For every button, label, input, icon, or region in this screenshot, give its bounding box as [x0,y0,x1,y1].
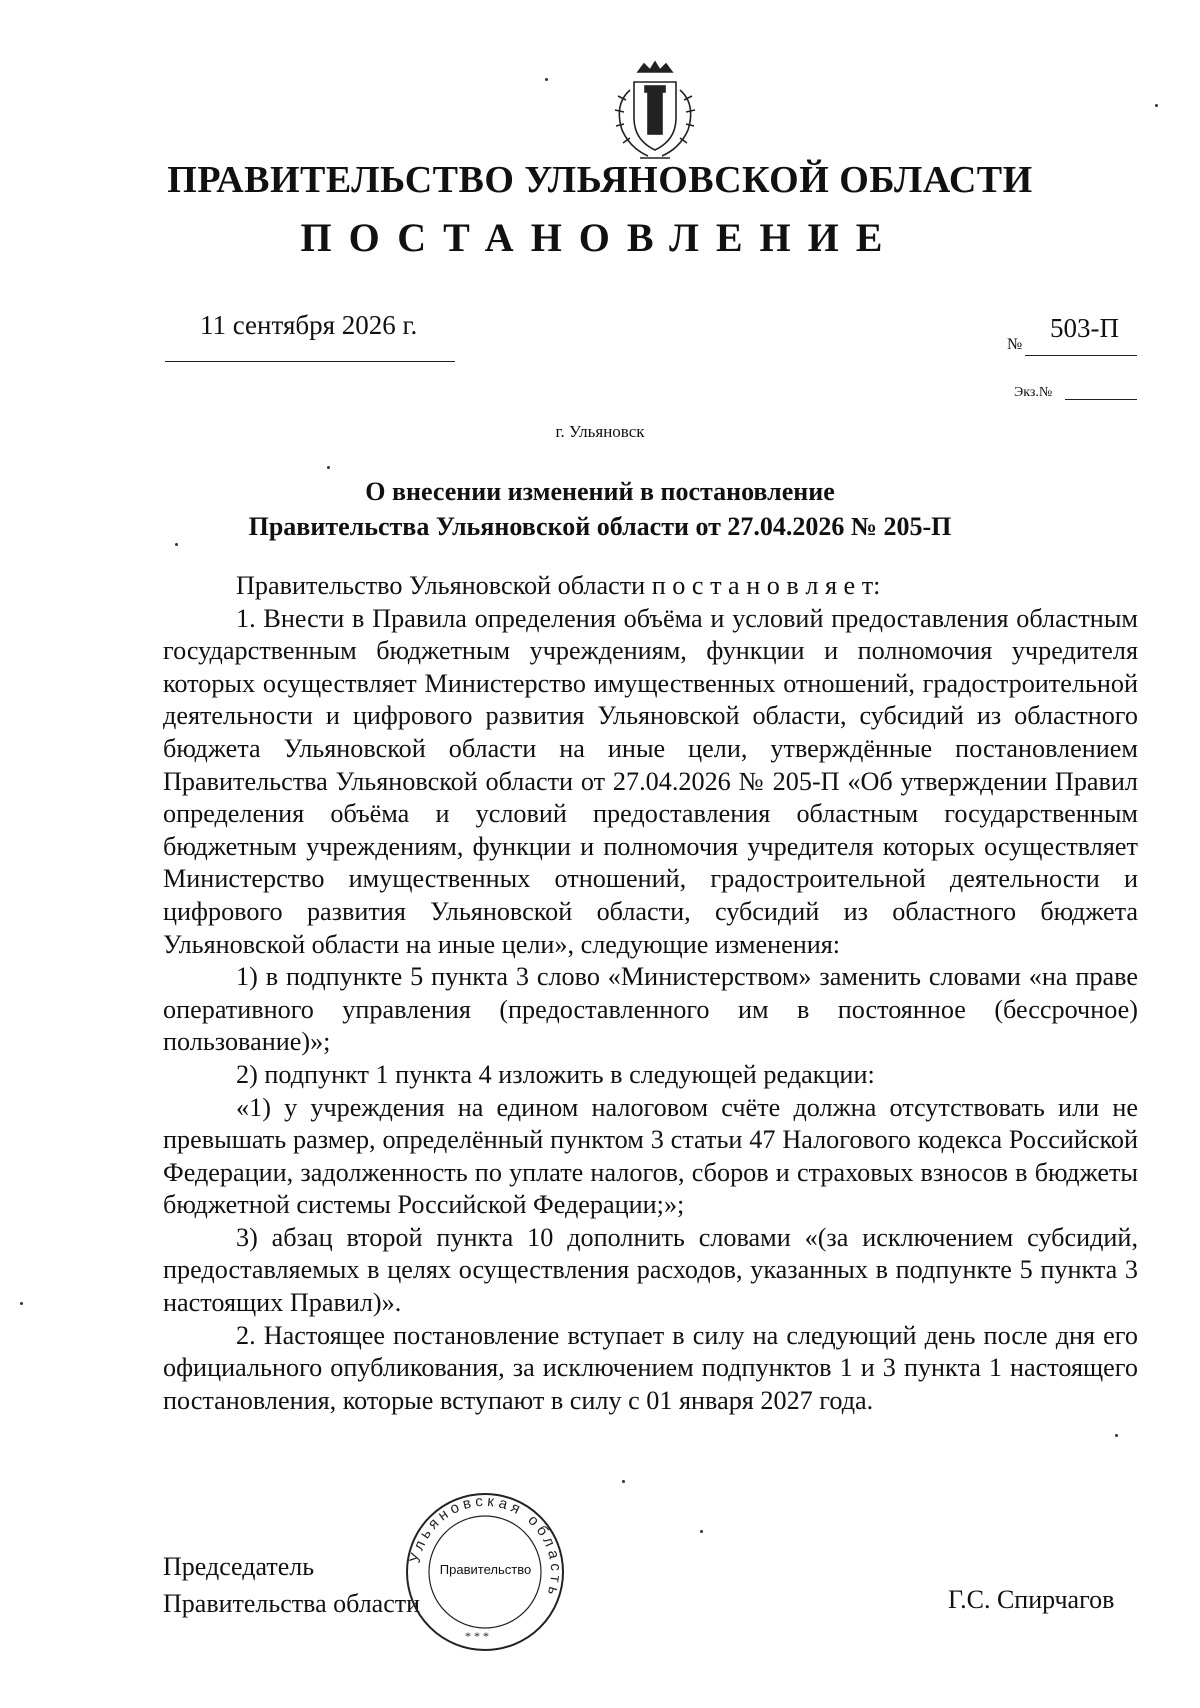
scan-speck [700,1530,703,1533]
body-paragraph: 2. Настоящее постановление вступает в силу на следующий день после дня его официального опубликования, за исключением подпунктов 1 и 3 пункта 1 настоящего постановления, которые вступают в силу с 01 января 2027 года. [163,1320,1138,1415]
body-paragraph: «1) у учреждения на едином налоговом счёте должна отсутствовать или не превышать размер, определённый пунктом 3 статьи 47 Налогового кодекса Российской Федерации, задолженность по уплате налогов, сборов и страховых взносов в бюджеты бюджетной системы Российской Федерации;»; [163,1092,1138,1220]
scan-speck [20,1302,23,1305]
svg-text:* * *: * * * [465,1629,489,1643]
body-paragraph: Правительство Ульяновской области п о с т а н о в л я е т: [236,571,881,600]
body-paragraph: 1) в подпункте 5 пункта 3 слово «Министерством» заменить словами «на праве оперативного управления (предоставленного им в постоянное (бессрочное) пользование)»; [163,962,1138,1057]
body-paragraph: 2) подпункт 1 пункта 4 изложить в следующей редакции: [236,1059,875,1089]
copy-number-label: Экз.№ [1014,385,1053,400]
scan-speck [545,78,548,81]
scan-speck [622,1480,625,1483]
position-line-1: Председатель [163,1552,315,1581]
document-subject [0,474,1200,544]
copy-number-underline [1065,399,1137,400]
position-line-2: Правительства области [163,1589,421,1618]
government-title: ПРАВИТЕЛЬСТВО УЛЬЯНОВСКОЙ ОБЛАСТИ [167,159,1033,201]
body-paragraph: 3) абзац второй пункта 10 дополнить словами «(за исключением субсидий, предоставляемых в целях осуществления расходов, указанных в подпункте 5 пункта 3 настоящих Правил)». [163,1222,1138,1318]
document-number: 503-П [1050,313,1119,343]
document-type: ПОСТАНОВЛЕНИЕ [300,215,900,260]
signatory-position [163,1548,420,1622]
signatory-name: Г.С. Спирчагов [948,1585,1115,1614]
subject-line-1: О внесении изменений в постановление [365,477,835,506]
document-body [163,570,1138,1417]
scan-speck [1115,1434,1118,1437]
scan-speck [1155,104,1158,107]
date-underline [165,361,455,362]
body-paragraph: 1. Внести в Правила определения объёма и условий предоставления областным государственным бюджетным учреждениям, функции и полномочия учредителя которых осуществляет Министерство имущественных отношений, градостроительной деятельности и цифрового развития Ульяновской области, субсидий из областного бюджета Ульяновской области на иные цели, утверждённые постановлением Правительства Ульяновской области от 27.04.2026 № 205-П «Об утверждении Правил определения объёма и условий предоставления областным государственным бюджетным учреждениям, функции и полномочия учредителя которых осуществляет Министерство имущественных отношений, градостроительной деятельности и цифрового развития Ульяновской области, субсидий из областного бюджета Ульяновской области на иные цели», следующие изменения: [163,603,1138,959]
document-date: 11 сентября 2026 г. [200,310,418,340]
subject-line-2: Правительства Ульяновской области от 27.04.2026 № 205-П [248,512,952,541]
city: г. Ульяновск [555,422,645,441]
scan-speck [327,466,330,469]
number-underline [1025,355,1137,356]
scan-speck [175,543,178,546]
number-label: № [1007,336,1023,353]
svg-text:Ульяновская область: Ульяновская область [406,1492,565,1601]
coat-of-arms-icon [600,60,710,164]
official-seal-icon [403,1490,568,1655]
seal-center-text: Правительство [439,1562,532,1577]
